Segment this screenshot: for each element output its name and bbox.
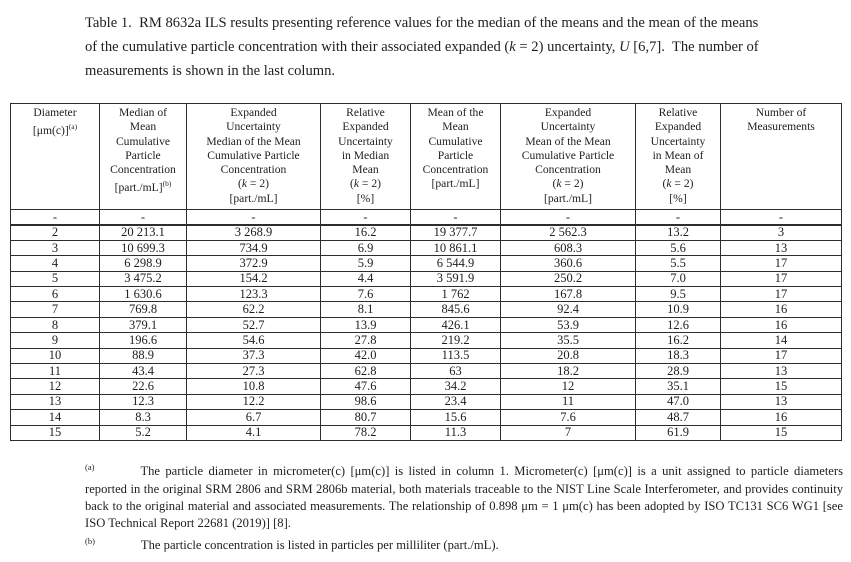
data-row-diameter-6 <box>11 287 842 302</box>
table-cell: 8.1 <box>321 302 411 317</box>
table-cell: 12 <box>11 379 100 394</box>
data-row-diameter-15 <box>11 425 842 440</box>
table-cell: 4.1 <box>187 425 321 440</box>
column-header-median-of-mean-concentration: Median of Mean Cumulative Particle Concentration [part./mL]$^{(b)}$ <box>100 104 187 210</box>
table-cell: 154.2 <box>187 271 321 286</box>
table-cell: 14 <box>11 410 100 425</box>
data-row-diameter-11 <box>11 363 842 378</box>
table-cell: 9 <box>11 333 100 348</box>
table-cell: 250.2 <box>501 271 636 286</box>
table-cell: 15 <box>11 425 100 440</box>
table-cell: 196.6 <box>100 333 187 348</box>
table-cell: 15.6 <box>411 410 501 425</box>
table-cell: 5.2 <box>100 425 187 440</box>
table-cell: - <box>411 210 501 225</box>
data-row-diameter-8 <box>11 317 842 332</box>
data-row-diameter-12 <box>11 379 842 394</box>
table-cell: 18.2 <box>501 363 636 378</box>
table-cell: 7 <box>501 425 636 440</box>
table-cell: 6.9 <box>321 240 411 255</box>
table-cell: - <box>321 210 411 225</box>
data-row-diameter-13 <box>11 394 842 409</box>
column-header-expanded-uncertainty-median: Expanded Uncertainty Median of the Mean Cumulative Particle Concentration (k = 2) [part./mL] <box>187 104 321 210</box>
table-cell: 16.2 <box>321 225 411 240</box>
column-header-diameter: Diameter $[\mu m(c)]^{(a)}$ <box>11 104 100 210</box>
table-cell: 845.6 <box>411 302 501 317</box>
column-header-relative-expanded-uncertainty-mean: Relative Expanded Uncertainty in Mean of Mean (k = 2) [%] <box>636 104 721 210</box>
data-row-diameter-3 <box>11 240 842 255</box>
table-cell: 10.8 <box>187 379 321 394</box>
table-cell: 20 213.1 <box>100 225 187 240</box>
column-header-mean-of-mean-concentration: Mean of the Mean Cumulative Particle Concentration [part./mL] <box>411 104 501 210</box>
table-cell: 6.7 <box>187 410 321 425</box>
column-header-number-of-measurements: Number of Measurements <box>721 104 842 210</box>
table-cell: 12 <box>501 379 636 394</box>
table-cell: 15 <box>721 379 842 394</box>
table-cell: 17 <box>721 271 842 286</box>
table-cell: 1 630.6 <box>100 287 187 302</box>
table-cell: - <box>721 210 842 225</box>
table-cell: 3 <box>11 240 100 255</box>
footnote-b <box>85 533 843 555</box>
table-cell: 12.2 <box>187 394 321 409</box>
table-cell: 14 <box>721 333 842 348</box>
footnote-a <box>85 459 843 533</box>
table-cell: 11 <box>11 363 100 378</box>
table-cell: 8.3 <box>100 410 187 425</box>
table-cell: 769.8 <box>100 302 187 317</box>
table-cell: 16.2 <box>636 333 721 348</box>
table-cell: 18.3 <box>636 348 721 363</box>
table-header-row <box>11 104 842 210</box>
table-cell: 54.6 <box>187 333 321 348</box>
table-cell: 9.5 <box>636 287 721 302</box>
table-cell: 15 <box>721 425 842 440</box>
table-cell: 5 <box>11 271 100 286</box>
table-cell: 113.5 <box>411 348 501 363</box>
table-cell: 2 562.3 <box>501 225 636 240</box>
table-cell: 3 475.2 <box>100 271 187 286</box>
table-cell: 16 <box>721 410 842 425</box>
table-cell: 4 <box>11 256 100 271</box>
table-cell: 17 <box>721 256 842 271</box>
table-cell: 48.7 <box>636 410 721 425</box>
column-header-relative-expanded-uncertainty-median: Relative Expanded Uncertainty in Median Mean (k = 2) [%] <box>321 104 411 210</box>
table-cell: - <box>501 210 636 225</box>
table-cell: 53.9 <box>501 317 636 332</box>
table-cell: 1 762 <box>411 287 501 302</box>
table-cell: 80.7 <box>321 410 411 425</box>
table-cell: 11 <box>501 394 636 409</box>
table-cell: 7.6 <box>321 287 411 302</box>
table-cell: 52.7 <box>187 317 321 332</box>
table-cell: 20.8 <box>501 348 636 363</box>
table-cell: 5.9 <box>321 256 411 271</box>
table-cell: 47.0 <box>636 394 721 409</box>
table-cell: 13 <box>721 363 842 378</box>
footnote-marker: (b) <box>85 535 95 546</box>
table-cell: 13.2 <box>636 225 721 240</box>
table-cell: 61.9 <box>636 425 721 440</box>
table-cell: 27.8 <box>321 333 411 348</box>
footnotes <box>85 459 843 554</box>
table-cell: - <box>100 210 187 225</box>
table-cell: 62.8 <box>321 363 411 378</box>
table-cell: 78.2 <box>321 425 411 440</box>
table-cell: 13 <box>721 240 842 255</box>
table-cell: 6 <box>11 287 100 302</box>
table-cell: 3 <box>721 225 842 240</box>
table-cell: 372.9 <box>187 256 321 271</box>
table-cell: 62.2 <box>187 302 321 317</box>
footnote-text: The particle concentration is listed in particles per milliliter (part./mL). <box>140 538 499 552</box>
table-cell: 63 <box>411 363 501 378</box>
table-cell: 7 <box>11 302 100 317</box>
table-cell: 5.6 <box>636 240 721 255</box>
table-cell: 10 861.1 <box>411 240 501 255</box>
table-cell: 43.4 <box>100 363 187 378</box>
table-cell: 12.6 <box>636 317 721 332</box>
table-cell: 7.0 <box>636 271 721 286</box>
table-cell: 2 <box>11 225 100 240</box>
table-cell: 11.3 <box>411 425 501 440</box>
table-cell: 47.6 <box>321 379 411 394</box>
table-cell: 13.9 <box>321 317 411 332</box>
data-row-diameter-10 <box>11 348 842 363</box>
table-cell: 360.6 <box>501 256 636 271</box>
table-cell: 734.9 <box>187 240 321 255</box>
table-cell: 6 544.9 <box>411 256 501 271</box>
table-cell: 5.5 <box>636 256 721 271</box>
data-row-diameter-4 <box>11 256 842 271</box>
table-cell: 28.9 <box>636 363 721 378</box>
table-cell: 3 268.9 <box>187 225 321 240</box>
data-row-diameter-2 <box>11 225 842 240</box>
table-cell: 10.9 <box>636 302 721 317</box>
footnote-marker: (a) <box>85 462 95 472</box>
table-caption: Table 1. RM 8632a ILS results presenting reference values for the median of the means and the mean of the means of the cumulative particle concentration with their associated expanded (k = 2) uncertainty, U [6,7]. The number of measurements is shown in the last column. <box>85 15 763 79</box>
table-cell: 10 699.3 <box>100 240 187 255</box>
table-cell: 34.2 <box>411 379 501 394</box>
data-row-diameter-14 <box>11 410 842 425</box>
table-cell: 17 <box>721 287 842 302</box>
table-cell: 23.4 <box>411 394 501 409</box>
table-cell: 426.1 <box>411 317 501 332</box>
table-cell: 6 298.9 <box>100 256 187 271</box>
placeholder-row <box>11 210 842 225</box>
table-cell: 37.3 <box>187 348 321 363</box>
table-cell: - <box>11 210 100 225</box>
table-cell: 19 377.7 <box>411 225 501 240</box>
table-cell: 12.3 <box>100 394 187 409</box>
data-row-diameter-5 <box>11 271 842 286</box>
table-cell: 219.2 <box>411 333 501 348</box>
table-cell: 16 <box>721 317 842 332</box>
table-cell: 35.5 <box>501 333 636 348</box>
table-cell: - <box>636 210 721 225</box>
table-cell: 88.9 <box>100 348 187 363</box>
table-cell: 27.3 <box>187 363 321 378</box>
table-cell: 17 <box>721 348 842 363</box>
table-cell: - <box>187 210 321 225</box>
table-cell: 7.6 <box>501 410 636 425</box>
table-cell: 10 <box>11 348 100 363</box>
table-cell: 8 <box>11 317 100 332</box>
table-cell: 13 <box>11 394 100 409</box>
table-cell: 22.6 <box>100 379 187 394</box>
table-cell: 42.0 <box>321 348 411 363</box>
table-cell: 123.3 <box>187 287 321 302</box>
data-row-diameter-9 <box>11 333 842 348</box>
footnote-text: The particle diameter in micrometer(c) [μm(c)] is listed in column 1. Micrometer(c) [μm(c)] is a unit assigned to particle diameters reported in the original SRM 2806 and SRM 2806b material, both materials traceable to the NIST Line Scale Interferometer, and provides continuity back to the original material and associated measurements. The relationship of 0.898 μm = 1 μm(c) has been adopted by ISO TC131 SC6 WG1 [see ISO Technical Report 22681 (2019)] [8]. <box>85 464 843 531</box>
table-cell: 98.6 <box>321 394 411 409</box>
table-cell: 167.8 <box>501 287 636 302</box>
table-cell: 13 <box>721 394 842 409</box>
table-cell: 16 <box>721 302 842 317</box>
table-cell: 4.4 <box>321 271 411 286</box>
column-header-expanded-uncertainty-mean: Expanded Uncertainty Mean of the Mean Cumulative Particle Concentration (k = 2) [part./mL] <box>501 104 636 210</box>
table-cell: 92.4 <box>501 302 636 317</box>
table-cell: 3 591.9 <box>411 271 501 286</box>
table-cell: 379.1 <box>100 317 187 332</box>
table-cell: 608.3 <box>501 240 636 255</box>
table-cell: 35.1 <box>636 379 721 394</box>
ils-results-table <box>10 103 842 441</box>
data-row-diameter-7 <box>11 302 842 317</box>
